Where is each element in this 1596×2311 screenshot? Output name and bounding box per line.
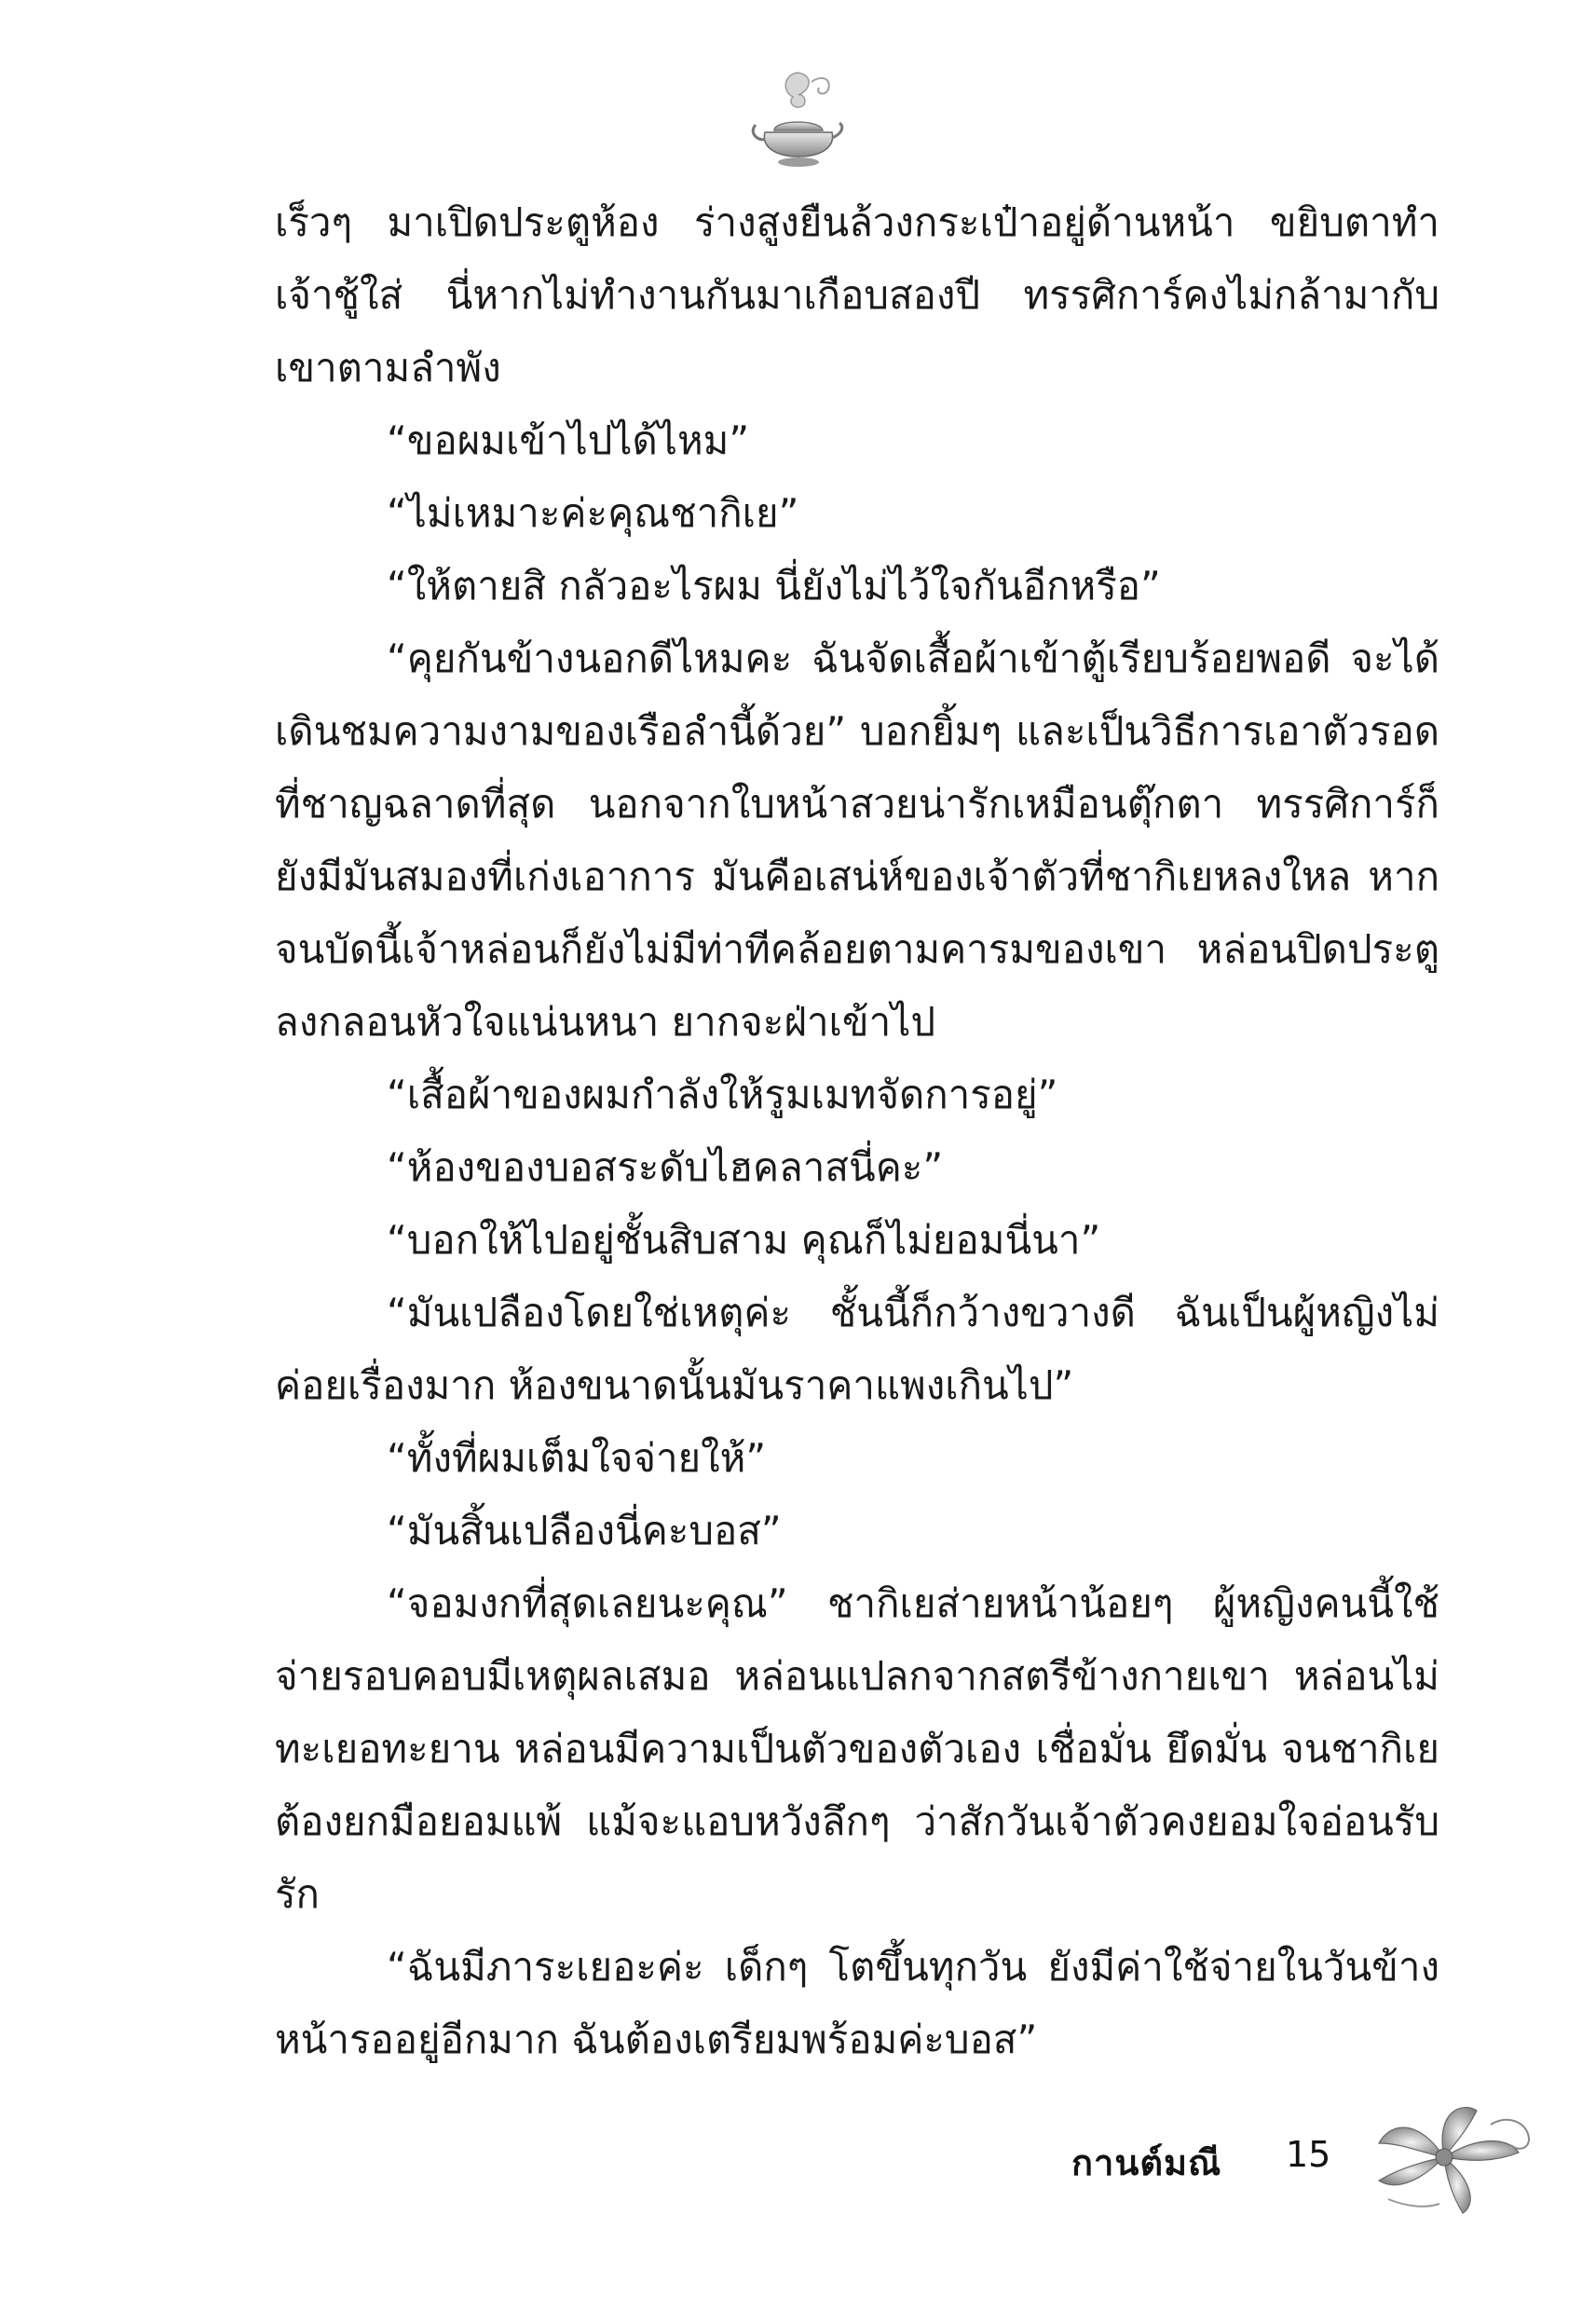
paragraph: “เสื้อผ้าของผมกำลังให้รูมเมทจัดการอยู่” — [387, 1072, 1058, 1117]
paragraph: “ขอผมเข้าไปได้ไหม” — [387, 417, 750, 463]
paragraph: เร็วๆ มาเปิดประตูห้อง ร่างสูงยืนล้วงกระเป๋าอยู่ด้านหน้า ขยิบตาทำเจ้าชู้ใส่ นี่หากไม่ทำงานกันมาเกือบสองปี ทรรศิการ์คงไม่กล้ามากับเขาตามลำพัง — [275, 199, 1439, 390]
paragraph: “มันสิ้นเปลืองนี่คะบอส” — [387, 1508, 782, 1553]
paragraph: “ทั้งที่ผมเต็มใจจ่ายให้” — [387, 1435, 767, 1481]
paragraph: “ให้ตายสิ กลัวอะไรผม นี่ยังไม่ไว้ใจกันอีกหรือ” — [387, 563, 1161, 609]
paragraph: “คุยกันข้างนอกดีไหมคะ ฉันจัดเสื้อผ้าเข้าตู้เรียบร้อยพอดี จะได้เดินชมความงามของเรือลำนี้ด้วย” บอกยิ้มๆ และเป็นวิธีการเอาตัวรอดที่ชาญฉลาดที่สุด นอกจากใบหน้าสวยน่ารักเหมือนตุ๊กตา ทรรศิการ์ก็ยังมีมันสมองที่เก่งเอาการ มันคือเสน่ห์ของเจ้าตัวที่ชากิเยหลงใหล หากจนบัดนี้เจ้าหล่อนก็ยังไม่มีท่าทีคล้อยตามคารมของเขา หล่อนปิดประตูลงกลอนหัวใจแน่นหนา ยากจะฝ่าเข้าไป — [275, 636, 1439, 1045]
page-number: 15 — [1286, 2134, 1331, 2175]
book-title: กานต์มณี — [1071, 2142, 1222, 2183]
page-footer — [1071, 2097, 1556, 2208]
flower-ornament-icon — [1351, 2097, 1547, 2218]
page-body — [275, 186, 1439, 2076]
paragraph: “บอกให้ไปอยู่ชั้นสิบสาม คุณก็ไม่ยอมนี่นา” — [387, 1217, 1101, 1263]
genie-lamp-icon — [746, 65, 849, 177]
paragraph: “ห้องของบอสระดับไฮคลาสนี่คะ” — [387, 1144, 944, 1190]
paragraph: “ฉันมีภาระเยอะค่ะ เด็กๆ โตขึ้นทุกวัน ยังมีค่าใช้จ่ายในวันข้างหน้ารออยู่อีกมาก ฉันต้องเตรียมพร้อมค่ะบอส” — [275, 1944, 1439, 2062]
paragraph: “จอมงกที่สุดเลยนะคุณ” ชากิเยส่ายหน้าน้อยๆ ผู้หญิงคนนี้ใช้จ่ายรอบคอบมีเหตุผลเสมอ หล่อนแปลกจากสตรีข้างกายเขา หล่อนไม่ทะเยอทะยาน หล่อนมีความเป็นตัวของตัวเอง เชื่อมั่น ยึดมั่น จนชากิเยต้องยกมือยอมแพ้ แม้จะแอบหวังลึกๆ ว่าสักวันเจ้าตัวคงยอมใจอ่อนรับรัก — [275, 1580, 1439, 1917]
paragraph: “ไม่เหมาะค่ะคุณชากิเย” — [387, 490, 799, 536]
paragraph: “มันเปลืองโดยใช่เหตุค่ะ ชั้นนี้ก็กว้างขวางดี ฉันเป็นผู้หญิงไม่ค่อยเรื่องมาก ห้องขนาดนั้นมันราคาแพงเกินไป” — [275, 1290, 1439, 1408]
